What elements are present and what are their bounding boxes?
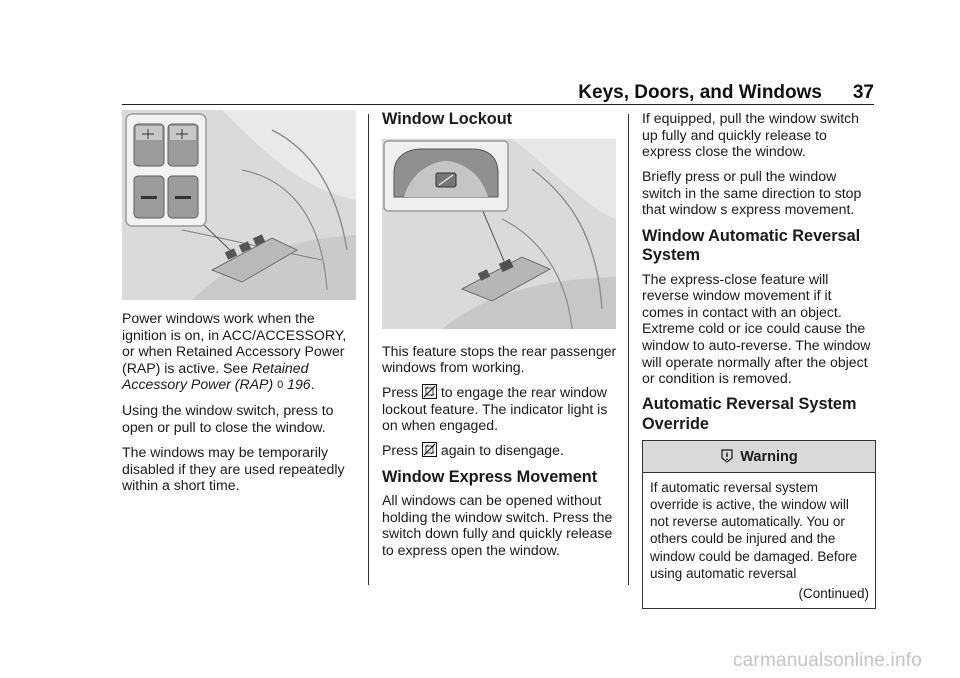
window-lockout-heading: Window Lockout xyxy=(382,110,513,128)
column-divider-2 xyxy=(628,114,629,585)
rap-reference-page[interactable]: 196 xyxy=(287,376,311,393)
temporarily-disabled-paragraph: The windows may be temporarily disabled if they are used repeatedly within a short time. xyxy=(122,444,345,494)
column-2 xyxy=(382,110,618,567)
press-text: Press xyxy=(382,384,422,401)
warning-body: If automatic reversal system override is active, the window will not reverse automatically. You or others could be injured and the window could be damaged. Before using automatic reversal xyxy=(650,479,858,581)
engage-text: to engage the rear window lockout feature. The indicator light is on when engaged. xyxy=(382,384,608,434)
lockout-engage-paragraph xyxy=(382,384,618,434)
header-rule xyxy=(122,104,874,105)
rap-reference-link[interactable]: Retained Accessory Power (RAP) xyxy=(122,359,309,393)
lockout-description: This feature stops the rear passenger windows from working. xyxy=(382,342,617,376)
warning-triangle-icon xyxy=(720,449,734,463)
power-windows-text: Power windows work when the ignition is on, in ACC/ACCESSORY, or when Retained Accessory Power (RAP) is active. See xyxy=(122,310,347,376)
sentence-end: . xyxy=(310,376,315,393)
header-section-title: Keys, Doors, and Windows xyxy=(578,82,822,103)
page-reference-arrow: 0 xyxy=(277,379,284,392)
column-3 xyxy=(642,110,876,609)
disengage-text: again to disengage. xyxy=(436,442,564,459)
power-windows-paragraph xyxy=(122,310,356,394)
window-lockout-icon xyxy=(422,442,437,457)
window-lockout-icon xyxy=(422,384,437,399)
window-switch-illustration xyxy=(122,110,356,300)
watermark: carmanualsonline.info xyxy=(732,650,922,671)
warning-continued: (Continued) xyxy=(798,586,869,602)
warning-header xyxy=(643,441,875,473)
column-1 xyxy=(122,110,356,502)
express-movement-paragraph: All windows can be opened without holding the window switch. Press the switch down fully and quickly release to express open the window. xyxy=(382,492,613,558)
page-number: 37 xyxy=(852,82,874,103)
express-close-paragraph: If equipped, pull the window switch up fully and quickly release to express close the window. xyxy=(642,110,860,160)
warning-title: Warning xyxy=(740,449,798,466)
automatic-reversal-heading: Window Automatic Reversal System xyxy=(642,226,861,265)
column-divider-1 xyxy=(368,114,369,585)
automatic-reversal-paragraph: The express-close feature will reverse window movement if it comes in contact with an object. Extreme cold or ice could cause the window to auto-reverse. The window will operate normally after the object or condition is removed. xyxy=(642,270,871,387)
window-lockout-illustration xyxy=(382,139,616,329)
window-switch-paragraph: Using the window switch, press to open or pull to close the window. xyxy=(122,402,334,436)
warning-box xyxy=(642,440,876,608)
lockout-disengage-paragraph xyxy=(382,442,618,459)
window-express-movement-heading: Window Express Movement xyxy=(382,467,598,486)
press-text-2: Press xyxy=(382,442,422,459)
stop-express-paragraph: Briefly press or pull the window switch in the same direction to stop that window s express movement. xyxy=(642,168,862,218)
reversal-override-heading: Automatic Reversal System Override xyxy=(642,395,857,433)
